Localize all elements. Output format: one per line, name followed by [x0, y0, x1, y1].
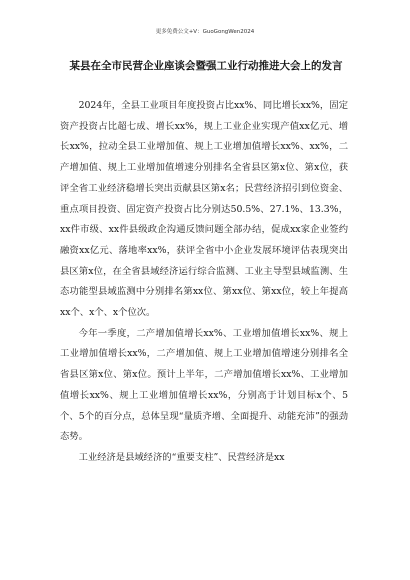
header-note: 更多免费公文+V：GuoGongWen2024 [155, 29, 255, 35]
document-title: 某县在全市民营企业座谈会暨强工业行动推进大会上的发言 [69, 60, 343, 72]
paragraph-1: 2024年，全县工业项目年度投资占比xx%、同比增长xx%，固定资产投资占比超七成、增长xx%，规上工业企业实现产值xx亿元、增长xx%，拉动全县工业增加值、规上工业增加值增长xx%、xx%，二产增加值、规上工业增加值增速分别排名全省县区第x位、第x位，获评全省工业经济稳增长突出贡献县区第x名；民营经济招引到位资金、重点项目投资、固定资产投资占比分别达50.5%、27.1%、13.3%，xx件市级、xx件县级政企沟通反馈问题全部办结，促成xx家企业签约融资xx亿元、落地率xx%，获评全省中小企业发展环境评估表现突出县区第x位，在全省县域经济运行综合监测、工业主导型县域监测、生态功能型县域监测中分别排名第xx位、第xx位、第xx位，较上年提高xx个、x个、x个位次。 [60, 100, 348, 319]
paragraph-3: 工业经济是县域经济的“重要支柱”、民营经济是xx [78, 451, 285, 463]
paragraph-2: 今年一季度，二产增加值增长xx%、工业增加值增长xx%、规上工业增加值增长xx%，二产增加值、规上工业增加值增速分别排名全省县区第x位、第x位。预计上半年，二产增加值增长xx%、工业增加值增长xx%、规上工业增加值增长xx%，分别高于计划目标x个、5个、5个的百分点，总体呈现“量质齐增、全面提升、动能充沛”的强劲态势。 [60, 327, 348, 443]
document-body [60, 96, 348, 469]
